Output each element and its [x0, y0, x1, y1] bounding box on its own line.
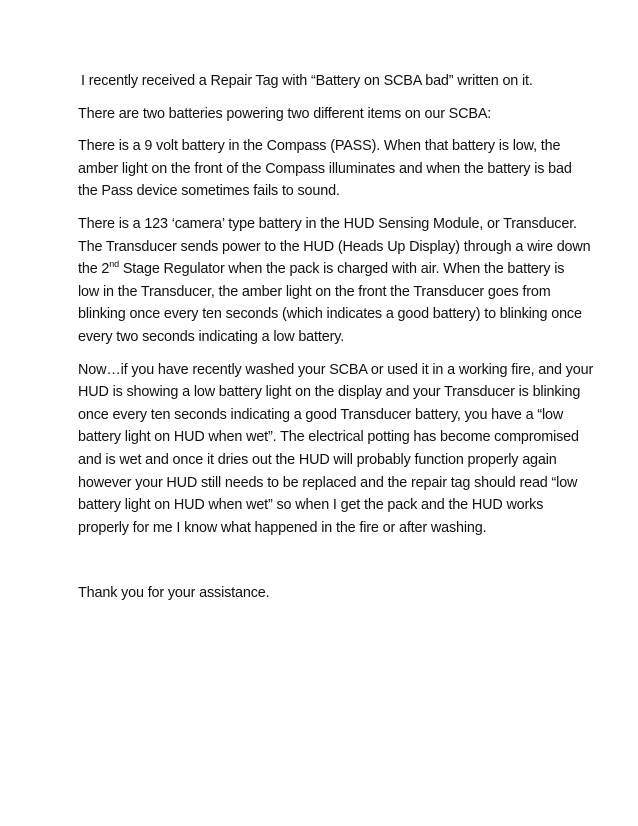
compass-battery-paragraph [78, 135, 578, 203]
paragraph-line: properly for me I know what happened in the fire or after washing. [78, 519, 487, 536]
paragraph-line: Thank you for your assistance. [78, 585, 270, 602]
regulator-line-start: the 2 [78, 261, 110, 278]
letter-page [78, 70, 594, 615]
paragraph-line: The Transducer sends power to the HUD (Heads Up Display) through a wire down [78, 238, 591, 255]
paragraph-line: battery light on HUD when wet”. The electrical potting has become compromised [78, 429, 579, 446]
paragraph-line: I recently received a Repair Tag with “Battery on SCBA bad” written on it. [81, 73, 533, 89]
ordinal-superscript: nd [109, 259, 119, 270]
regulator-line-end: Stage Regulator when the pack is charged with air. When the battery is [118, 261, 565, 278]
paragraph-line: however your HUD still needs to be replaced and the repair tag should read “low [78, 474, 578, 491]
paragraph-line: the Pass device sometimes fails to sound. [78, 183, 340, 200]
paragraph-line: battery light on HUD when wet” so when I get the pack and the HUD works [78, 497, 544, 514]
paragraph-line: HUD is showing a low battery light on the display and your Transducer is blinking [78, 384, 581, 401]
batteries-overview-paragraph [78, 103, 578, 126]
transducer-battery-paragraph [78, 213, 591, 349]
paragraph-line: There are two batteries powering two different items on our SCBA: [78, 105, 492, 122]
paragraph-line: There is a 123 ‘camera’ type battery in the HUD Sensing Module, or Transducer. [78, 215, 577, 232]
paragraph-line: every two seconds indicating a low battery. [78, 328, 345, 345]
paragraph-line: low in the Transducer, the amber light on the front the Transducer goes from [78, 283, 551, 300]
paragraph-line: and is wet and once it dries out the HUD will probably function properly again [78, 451, 557, 468]
paragraph-line: blinking once every ten seconds (which indicates a good battery) to blinking once [78, 306, 582, 323]
paragraph-spacer [78, 549, 578, 582]
paragraph-line: amber light on the front of the Compass illuminates and when the battery is bad [78, 160, 572, 177]
closing-paragraph [78, 582, 578, 605]
wet-hud-paragraph [78, 359, 594, 540]
intro-paragraph [78, 70, 578, 93]
regulator-line [78, 258, 578, 281]
paragraph-line: There is a 9 volt battery in the Compass (PASS). When that battery is low, the [78, 138, 561, 155]
paragraph-line: Now…if you have recently washed your SCBA or used it in a working fire, and your [78, 361, 594, 378]
paragraph-line: once every ten seconds indicating a good Transducer battery, you have a “low [78, 406, 564, 423]
